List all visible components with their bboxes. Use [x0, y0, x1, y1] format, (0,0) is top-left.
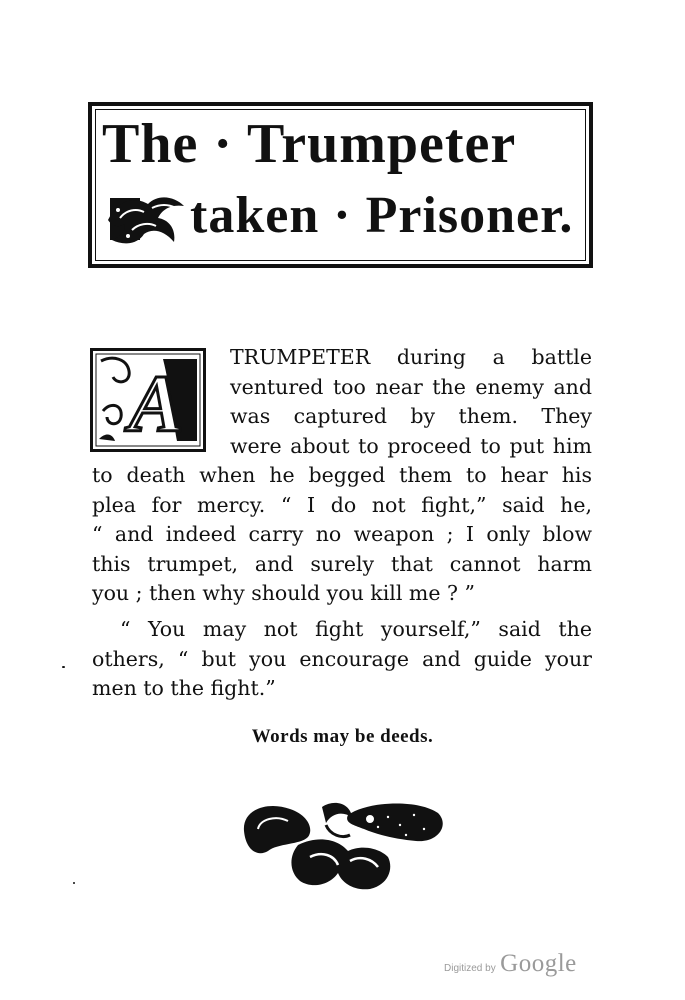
tailpiece-ornament [238, 795, 448, 895]
text-line: “ and indeed carry no weapon ; I only blow [92, 522, 592, 546]
google-logo-text: Google [500, 950, 577, 977]
title-line-2: taken · Prisoner. [190, 187, 574, 244]
text-line: to death when he begged them to hear his [92, 463, 592, 487]
text-line: you ; then why should you kill me ? ” [92, 581, 475, 605]
paragraph-1-wrapped [230, 343, 592, 461]
moral-line: Words may be deeds. [251, 726, 434, 747]
drop-cap-ornament [93, 351, 203, 449]
text-line: TRUMPETER during a battle [230, 345, 592, 369]
text-line: plea for mercy. “ I do not fight,” said he, [92, 492, 592, 517]
paragraph-2 [92, 615, 592, 704]
title-line-1: The · Trumpeter [102, 113, 517, 175]
print-speck [62, 666, 65, 668]
watermark-prefix: Digitized by [444, 963, 496, 974]
text-line: ventured too near the enemy and [230, 374, 592, 399]
paragraph-1-continued [92, 461, 592, 609]
print-speck [73, 882, 75, 884]
text-line: men to the fight.” [92, 676, 276, 700]
text-line: were about to proceed to put him [230, 433, 592, 458]
drop-cap-letter: A [129, 358, 184, 449]
text-line: was captured by them. They [230, 404, 592, 428]
digitized-watermark [444, 950, 577, 978]
acanthus-leaf-ornament [104, 190, 188, 248]
decorated-initial [90, 348, 206, 452]
text-line: others, “ but you encourage and guide your [92, 646, 592, 671]
title-frame [88, 102, 593, 268]
text-line: this trumpet, and surely that cannot harm [92, 551, 592, 576]
text-line: “ You may not fight yourself,” said the [120, 617, 592, 641]
